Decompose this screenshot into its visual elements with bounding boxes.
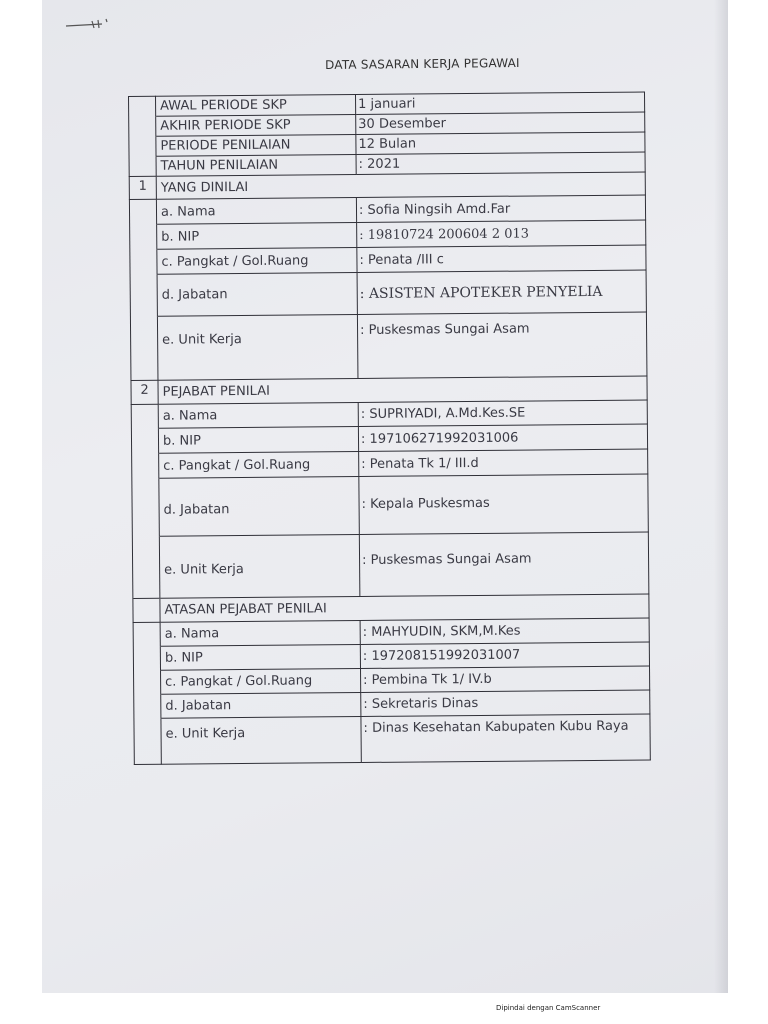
field-label: e. Unit Kerja xyxy=(161,716,361,764)
blank-cell xyxy=(129,116,156,136)
row-value: : 2021 xyxy=(356,152,645,175)
field-label: a. Nama xyxy=(156,198,356,225)
blank-cell xyxy=(130,316,158,380)
field-label: a. Nama xyxy=(160,620,360,646)
blank-cell xyxy=(131,428,158,453)
field-label: b. NIP xyxy=(160,644,360,670)
blank-cell xyxy=(129,136,156,156)
blank-cell xyxy=(130,224,157,249)
field-row xyxy=(130,312,647,381)
blank-cell xyxy=(132,453,159,478)
handwritten-mark xyxy=(62,16,110,36)
row-label: AKHIR PERIODE SKP xyxy=(156,115,356,137)
blank-cell xyxy=(129,199,156,224)
blank-cell xyxy=(133,622,160,646)
section-heading: ATASAN PEJABAT PENILAI xyxy=(160,594,649,622)
field-value: : 19810724 200604 2 013 xyxy=(357,220,646,248)
field-label: c. Pangkat / Gol.Ruang xyxy=(159,452,359,479)
field-label: d. Jabatan xyxy=(161,692,361,718)
section-number xyxy=(133,598,160,622)
row-label: PERIODE PENILAIAN xyxy=(156,135,356,157)
row-value: 1 januari xyxy=(355,92,644,115)
blank-cell xyxy=(131,404,158,428)
field-value: : Dinas Kesehatan Kabupaten Kubu Raya xyxy=(361,714,650,763)
row-value: 12 Bulan xyxy=(356,132,645,155)
blank-cell xyxy=(129,156,156,176)
field-value: : Puskesmas Sungai Asam xyxy=(359,532,649,597)
field-label: c. Pangkat / Gol.Ruang xyxy=(157,248,357,275)
field-value: : Penata /III c xyxy=(357,245,646,273)
field-value: : Pembina Tk 1/ IV.b xyxy=(361,666,650,693)
employee-data-table xyxy=(128,91,651,764)
row-value: 30 Desember xyxy=(356,112,645,135)
blank-cell xyxy=(134,670,161,694)
field-row xyxy=(132,474,648,537)
field-label: c. Pangkat / Gol.Ruang xyxy=(161,668,361,694)
field-label: e. Unit Kerja xyxy=(159,534,360,598)
field-value: : 197208151992031007 xyxy=(360,642,649,669)
blank-cell xyxy=(132,536,160,598)
field-value: : 197106271992031006 xyxy=(358,424,647,452)
field-value: : MAHYUDIN, SKM,M.Kes xyxy=(360,618,649,645)
field-value: : Kepala Puskesmas xyxy=(359,474,648,535)
field-value: : SUPRIYADI, A.Md.Kes.SE xyxy=(358,400,647,427)
field-value: : ASISTEN APOTEKER PENYELIA xyxy=(357,270,646,315)
section-heading: YANG DINILAI xyxy=(156,172,645,199)
field-label: d. Jabatan xyxy=(159,477,359,537)
field-value: : Penata Tk 1/ III.d xyxy=(359,449,648,477)
row-label: AWAL PERIODE SKP xyxy=(156,95,356,117)
row-label: TAHUN PENILAIAN xyxy=(156,155,356,177)
blank-cell xyxy=(134,694,161,718)
scan-watermark: Dipindai dengan CamScanner xyxy=(496,1004,601,1012)
blank-cell xyxy=(132,478,160,536)
field-value: : Sofia Ningsih Amd.Far xyxy=(356,195,645,223)
blank-cell xyxy=(133,646,160,670)
section-number: 2 xyxy=(131,380,158,404)
field-label: d. Jabatan xyxy=(157,273,357,317)
field-label: e. Unit Kerja xyxy=(157,315,358,381)
blank-cell xyxy=(130,274,157,316)
blank-cell xyxy=(130,249,157,274)
field-row xyxy=(130,270,646,317)
document-title: DATA SASARAN KERJA PEGAWAI xyxy=(325,55,520,72)
field-row xyxy=(132,532,649,599)
section-heading: PEJABAT PENILAI xyxy=(158,376,647,404)
field-value: : Puskesmas Sungai Asam xyxy=(357,312,647,379)
field-label: b. NIP xyxy=(157,223,357,250)
field-row xyxy=(134,714,650,765)
section-number: 1 xyxy=(129,176,156,199)
blank-cell xyxy=(134,718,161,764)
field-label: b. NIP xyxy=(158,427,358,454)
field-value: : Sekretaris Dinas xyxy=(361,690,650,717)
blank-cell xyxy=(129,96,156,116)
paper-edge-shadow xyxy=(714,0,728,993)
field-label: a. Nama xyxy=(158,403,358,429)
